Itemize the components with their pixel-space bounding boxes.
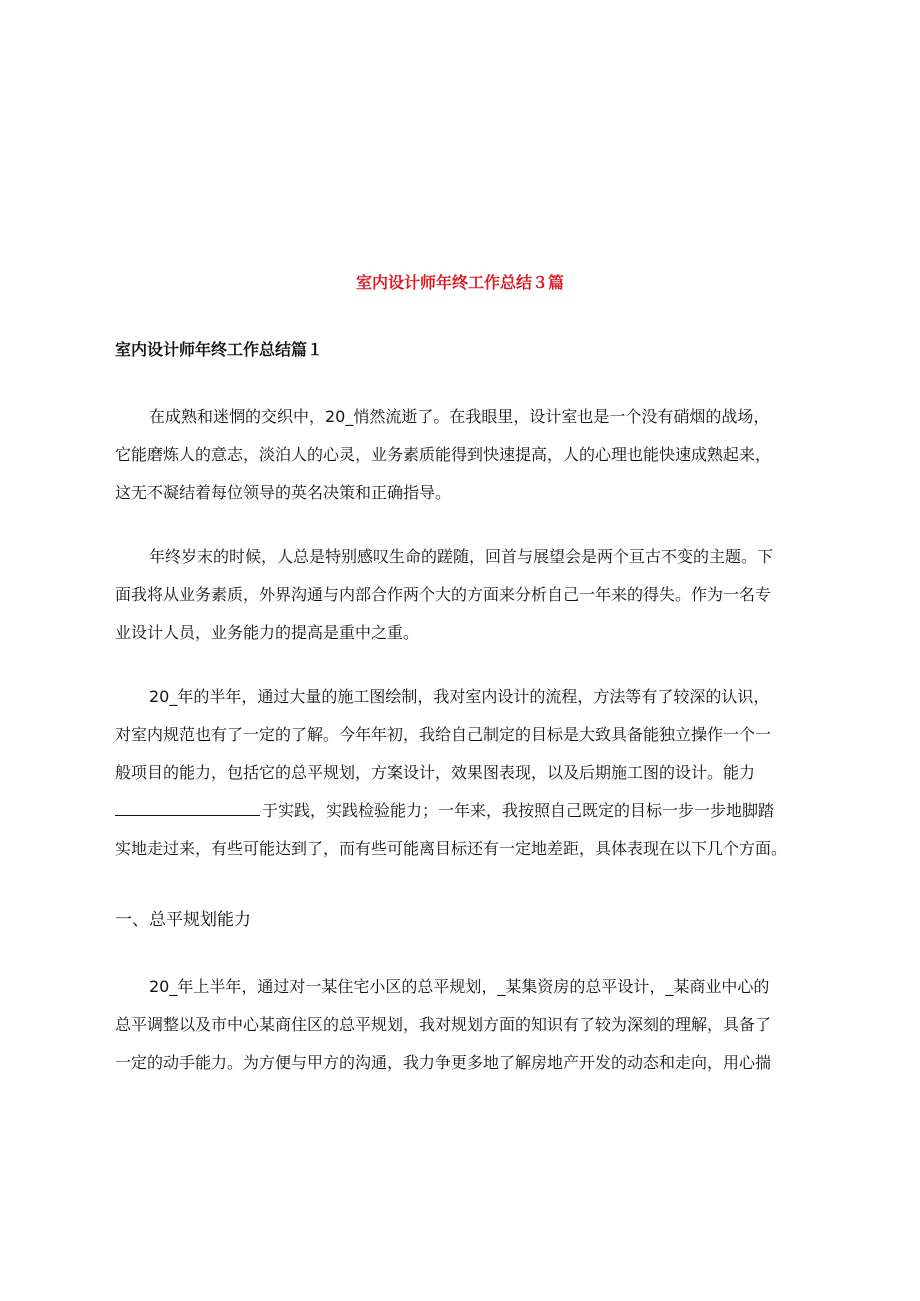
paragraph-2 — [115, 538, 815, 652]
paragraph-4 — [115, 968, 815, 1082]
paragraph-line-text: 于实践，实践检验能力；一年来，我按照自己既定的目标一步一步地脚踏 — [262, 801, 775, 820]
paragraph-line: 总平调整以及市中心某商住区的总平规划，我对规划方面的知识有了较为深刻的理解，具备了 — [115, 1015, 772, 1034]
paragraph-line: 业设计人员，业务能力的提高是重中之重。 — [115, 623, 420, 642]
paragraph-line: 年终岁末的时候，人总是特别感叹生命的蹉随，回首与展望会是两个亘古不变的主题。下 — [149, 547, 774, 566]
paragraph-line-with-blank — [115, 792, 815, 830]
paragraph-line: 20_年的半年，通过大量的施工图绘制，我对室内设计的流程，方法等有了较深的认识， — [149, 687, 770, 706]
paragraph-line: 这无不凝结着每位领导的英名决策和正确指导。 — [115, 483, 452, 502]
section-heading: 一、总平规划能力 — [115, 910, 251, 930]
paragraph-line: 对室内规范也有了一定的了解。今年年初，我给自己制定的目标是大致具备能独立操作一个一 — [115, 725, 772, 744]
section-title: 室内设计师年终工作总结篇１ — [115, 340, 324, 359]
paragraph-1 — [115, 398, 815, 512]
paragraph-line: 实地走过来，有些可能达到了，而有些可能离目标还有一定地差距，具体表现在以下几个方面。 — [115, 839, 788, 858]
paragraph-line: 20_年上半年，通过对一某住宅小区的总平规划，_某集资房的总平设计，_某商业中心的 — [149, 977, 770, 996]
paragraph-line: 面我将从业务素质，外界沟通与内部合作两个大的方面来分析自己一年来的得失。作为一名专 — [115, 585, 772, 604]
paragraph-line: 般项目的能力，包括它的总平规划，方案设计，效果图表现，以及后期施工图的设计。能力 — [115, 763, 756, 782]
paragraph-line: 一定的动手能力。为方便与甲方的沟通，我力争更多地了解房地产开发的动态和走向，用心揣 — [115, 1053, 772, 1072]
paragraph-3 — [115, 678, 815, 868]
paragraph-line: 在成熟和迷惘的交织中，20_悄然流逝了。在我眼里，设计室也是一个没有硝烟的战场， — [149, 407, 770, 426]
fill-in-blank — [115, 795, 260, 816]
document-title: 室内设计师年终工作总结３篇 — [355, 273, 564, 292]
paragraph-line: 它能磨炼人的意志，淡泊人的心灵，业务素质能得到快速提高，人的心理也能快速成熟起来， — [115, 445, 772, 464]
